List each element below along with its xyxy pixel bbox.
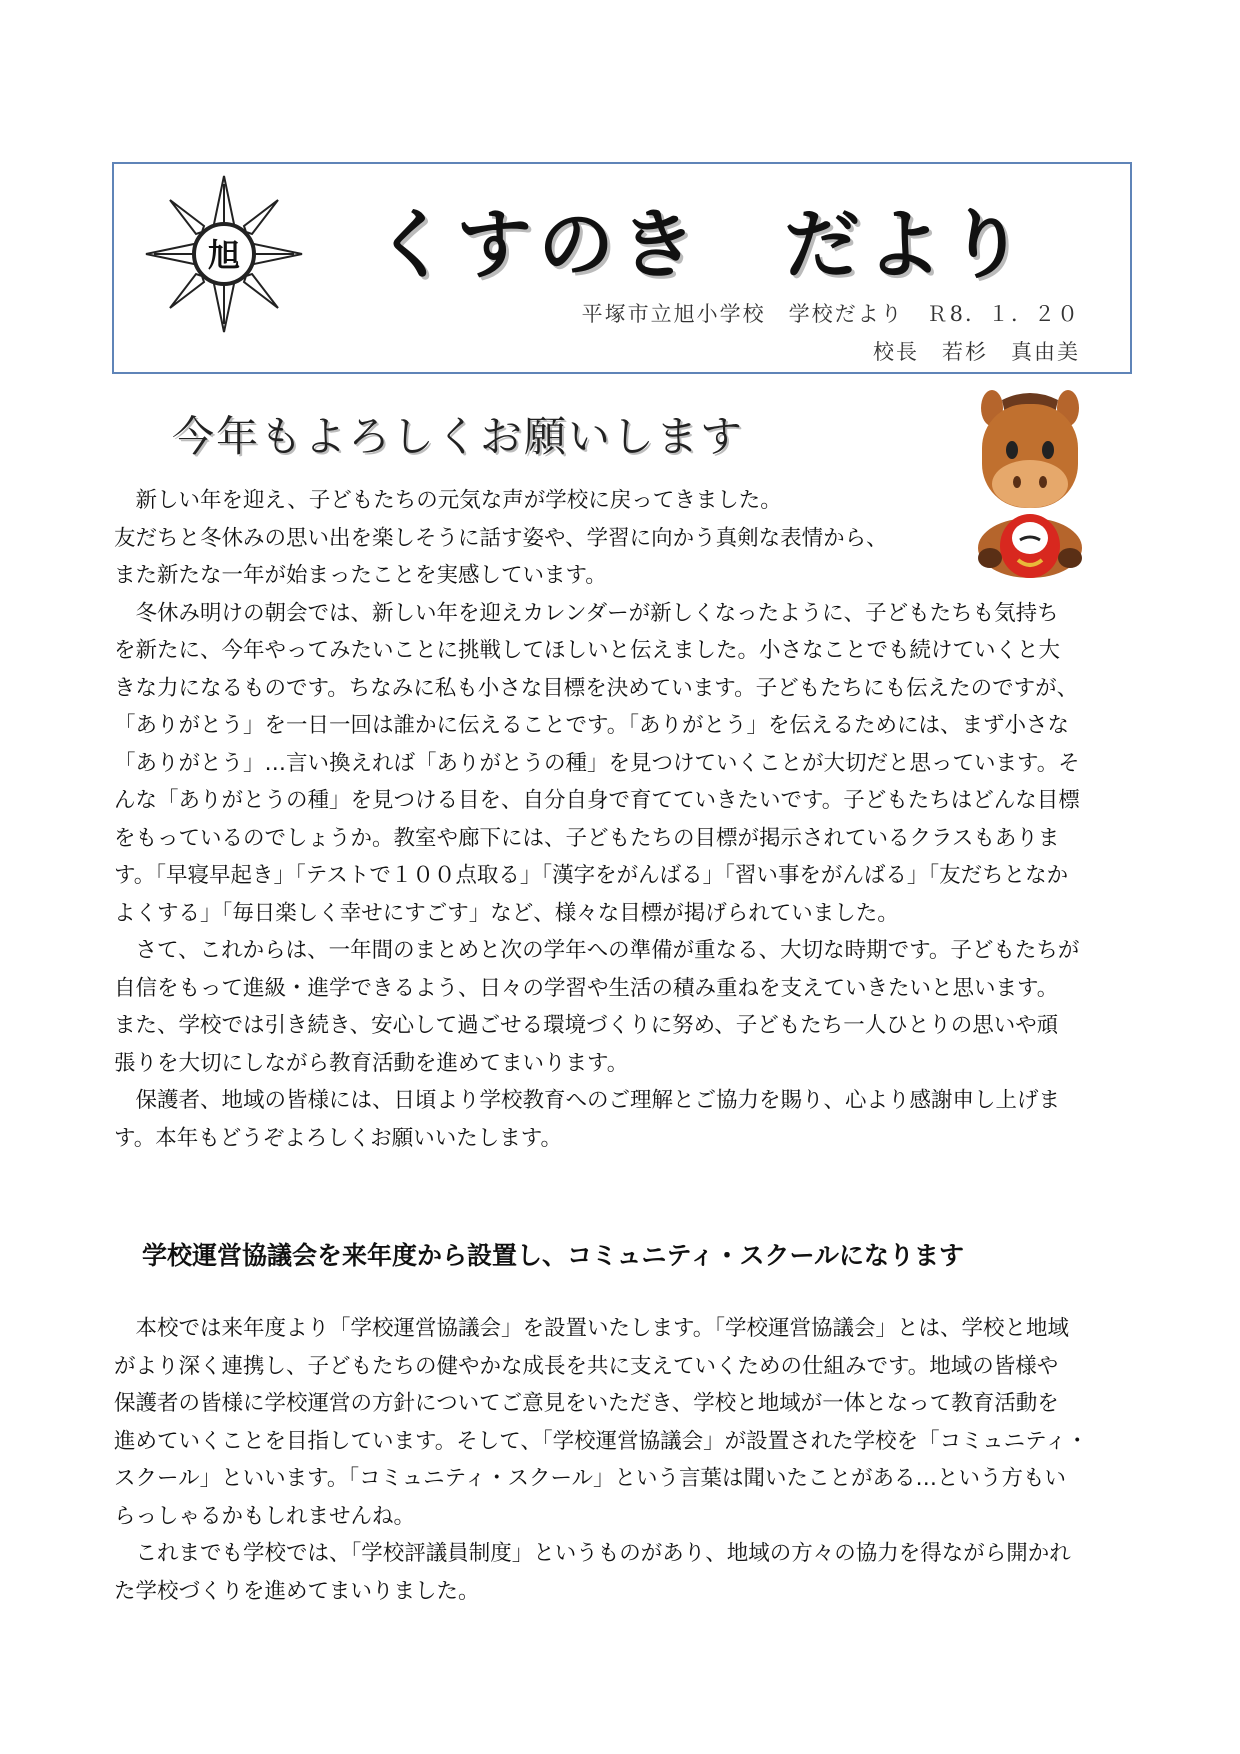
school-and-date: 平塚市立旭小学校 学校だより Ｒ8．１．２０ <box>581 302 1080 326</box>
body-line: きな力になるものです。ちなみに私も小さな目標を決めています。子どもたちにも伝えたのですが、 <box>114 675 1079 701</box>
section2-heading: 学校運営協議会を来年度から設置し、コミュニティ・スクールになります <box>142 1241 965 1270</box>
body-line: 自信をもって進級・進学できるよう、日々の学習や生活の積み重ねを支えていきたいと思います。 <box>114 975 1059 1001</box>
body-line: 友だちと冬休みの思い出を楽しそうに話す姿や、学習に向かう真剣な表情から、 <box>114 525 888 551</box>
body-line: た学校づくりを進めてまいりました。 <box>114 1578 480 1604</box>
body-line: スクール」といいます。「コミュニティ・スクール」という言葉は聞いたことがある…という方もい <box>114 1466 1067 1491</box>
principal-name: 校長 若杉 真由美 <box>873 340 1080 364</box>
body-line: 「ありがとう」…言い換えれば「ありがとうの種」を見つけていくことが大切だと思っています。そ <box>114 750 1080 776</box>
emblem-char: 旭 <box>207 236 241 274</box>
body-line: 本校では来年度より「学校運営協議会」を設置いたします。「学校運営協議会」とは、学校と地域 <box>114 1316 1070 1341</box>
body-line: す。本年もどうぞよろしくお願いいたします。 <box>114 1125 563 1151</box>
body-line: 冬休み明けの朝会では、新しい年を迎えカレンダーが新しくなったように、子どもたちも気持ち <box>114 600 1059 626</box>
body-line: 新しい年を迎え、子どもたちの元気な声が学校に戻ってきました。 <box>114 488 782 513</box>
body-line: んな「ありがとうの種」を見つける目を、自分自身で育てていきたいです。子どもたちはどんな目標 <box>114 788 1080 813</box>
body-line: 進めていくことを目指しています。そして、「学校運営協議会」が設置された学校を「コミュニティ・ <box>114 1428 1088 1454</box>
school-emblem-icon <box>144 174 304 334</box>
section2-body <box>114 1310 1088 1610</box>
newsletter-title: くすのき だより <box>374 200 1030 289</box>
body-line: これまでも学校では、「学校評議員制度」というものがあり、地域の方々の協力を得ながら開かれ <box>114 1541 1071 1566</box>
body-line: をもっているのでしょうか。教室や廊下には、子どもたちの目標が掲示されているクラスもありま <box>114 825 1060 851</box>
section1-heading: 今年もよろしくお願いします <box>172 412 745 461</box>
body-line: また、学校では引き続き、安心して過ごせる環境づくりに努め、子どもたち一人ひとりの思いや頑 <box>114 1013 1059 1038</box>
body-line: 「ありがとう」を一日一回は誰かに伝えることです。「ありがとう」を伝えるためには、まず小さな <box>114 713 1070 738</box>
body-line: また新たな一年が始まったことを実感しています。 <box>114 563 607 588</box>
body-line: を新たに、今年やってみたいことに挑戦してほしいと伝えました。小さなことでも続けていくと大 <box>114 638 1061 663</box>
body-line: す。「早寝早起き」「テストで１００点取る」「漢字をがんばる」「習い事をがんばる」「友だちとなか <box>114 863 1069 888</box>
body-line: よくする」「毎日楽しく幸せにすごす」など、様々な目標が掲げられていました。 <box>114 900 899 926</box>
body-line: さて、これからは、一年間のまとめと次の学年への準備が重なる、大切な時期です。子どもたちが <box>114 938 1080 963</box>
section1-body <box>114 482 1080 1157</box>
body-line: 保護者、地域の皆様には、日頃より学校教育へのご理解とご協力を賜り、心より感謝申し上げま <box>114 1088 1061 1113</box>
header-box <box>112 162 1132 374</box>
body-line: がより深く連携し、子どもたちの健やかな成長を共に支えていくための仕組みです。地域の皆様や <box>114 1353 1059 1379</box>
body-line: 保護者の皆様に学校運営の方針についてご意見をいただき、学校と地域が一体となって教育活動を <box>114 1391 1059 1416</box>
body-line: らっしゃるかもしれませんね。 <box>114 1503 416 1529</box>
body-line: 張りを大切にしながら教育活動を進めてまいります。 <box>114 1050 629 1076</box>
